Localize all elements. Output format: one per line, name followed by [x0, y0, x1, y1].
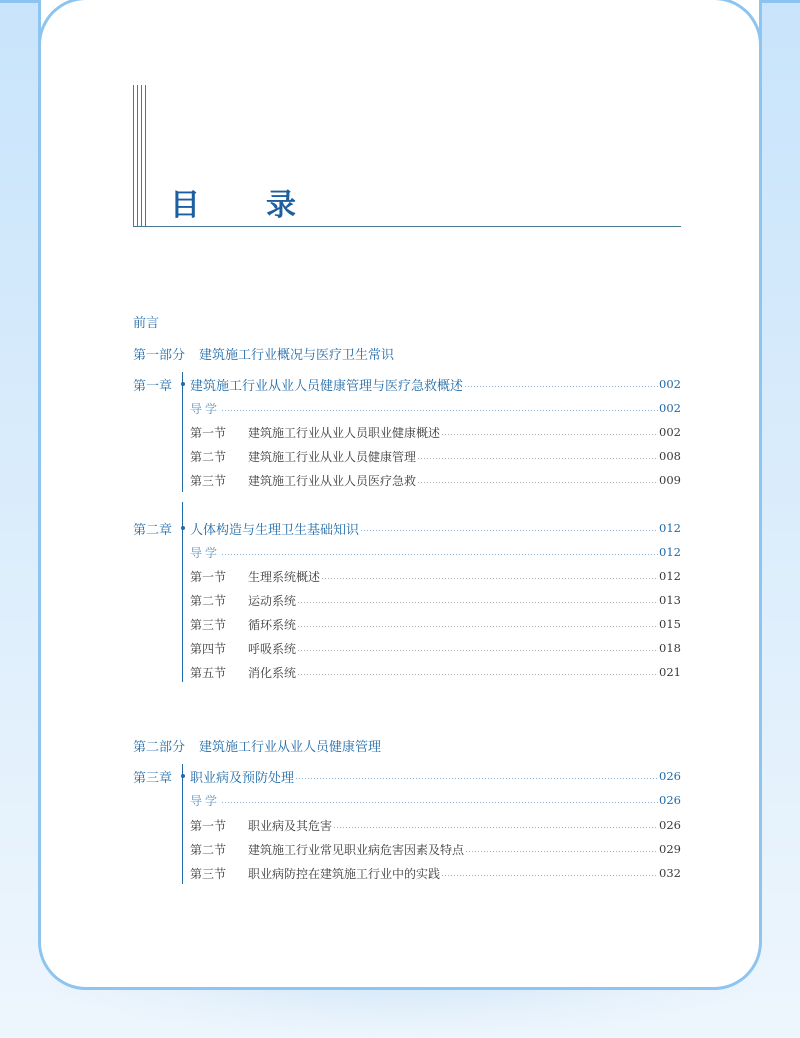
toc-section[interactable]: [190, 445, 681, 467]
toc-section[interactable]: [190, 565, 681, 587]
page-number: 013: [659, 593, 681, 607]
leader-dots: [441, 875, 658, 876]
leader-dots: [333, 827, 658, 828]
leader-dots: [221, 554, 658, 555]
toc-chapter-1[interactable]: [133, 373, 681, 395]
part-number: 第二部分: [133, 739, 186, 755]
toc-chapter-2[interactable]: [133, 517, 681, 539]
page-number: 015: [659, 617, 681, 631]
chapter-title: 建筑施工行业从业人员健康管理与医疗急救概述: [190, 378, 464, 394]
chapter-title: 人体构造与生理卫生基础知识: [190, 522, 360, 538]
leader-dots: [297, 674, 658, 675]
part-number: 第一部分: [133, 347, 186, 363]
page-number: 021: [659, 665, 681, 679]
section-number: 第一节: [190, 425, 227, 440]
leader-dots: [295, 778, 658, 779]
leader-dots: [465, 851, 658, 852]
section-number: 第一节: [190, 818, 227, 833]
toc-section[interactable]: [190, 814, 681, 836]
page-number: 018: [659, 641, 681, 655]
toc-part-2[interactable]: [133, 734, 381, 756]
page-number: 002: [659, 401, 681, 415]
page-number: 002: [659, 425, 681, 439]
chapter-title: 职业病及预防处理: [190, 770, 295, 786]
toc-part-1[interactable]: [133, 342, 394, 364]
section-title: 生理系统概述: [248, 569, 321, 584]
leader-dots: [464, 386, 658, 387]
section-title: 建筑施工行业从业人员医疗急救: [248, 473, 417, 488]
section-number: 第二节: [190, 449, 227, 464]
page-number: 012: [659, 569, 681, 583]
page-number: 026: [659, 793, 681, 807]
section-number: 第五节: [190, 665, 227, 680]
leader-dots: [221, 410, 658, 411]
toc-section[interactable]: [190, 862, 681, 884]
section-number: 第二节: [190, 842, 227, 857]
leader-dots: [321, 578, 658, 579]
section-number: 第三节: [190, 866, 227, 881]
page-number: 009: [659, 473, 681, 487]
section-title: 职业病及其危害: [248, 818, 333, 833]
chapter-number: 第一章: [133, 378, 173, 394]
toc-preface[interactable]: 前言: [133, 315, 160, 331]
toc-section[interactable]: [190, 637, 681, 659]
leader-dots: [297, 602, 658, 603]
leader-dots: [297, 650, 658, 651]
title-decor-bars: [133, 85, 147, 227]
page-number: 032: [659, 866, 681, 880]
section-title: 消化系统: [248, 665, 297, 680]
part-title: 建筑施工行业概况与医疗卫生常识: [199, 347, 395, 363]
toc-intro[interactable]: [190, 397, 681, 419]
leader-dots: [441, 434, 658, 435]
section-number: 第三节: [190, 617, 227, 632]
page-number: 008: [659, 449, 681, 463]
section-title: 呼吸系统: [248, 641, 297, 656]
section-number: 第二节: [190, 593, 227, 608]
intro-label: 导学: [190, 793, 221, 808]
toc-intro[interactable]: [190, 789, 681, 811]
page-number: 026: [659, 769, 681, 783]
toc-chapter-3[interactable]: [133, 765, 681, 787]
page-number: 026: [659, 818, 681, 832]
page-number: 002: [659, 377, 681, 391]
section-title: 运动系统: [248, 593, 297, 608]
toc-section[interactable]: [190, 421, 681, 443]
section-number: 第一节: [190, 569, 227, 584]
section-number: 第四节: [190, 641, 227, 656]
leader-dots: [360, 530, 658, 531]
toc-section[interactable]: [190, 661, 681, 683]
page-title: 目 录: [170, 188, 314, 223]
toc-section[interactable]: [190, 589, 681, 611]
title-rule: [133, 226, 681, 227]
leader-dots: [417, 458, 658, 459]
leader-dots: [221, 802, 658, 803]
section-number: 第三节: [190, 473, 227, 488]
chapter-number: 第三章: [133, 770, 173, 786]
page-number: 029: [659, 842, 681, 856]
toc-section[interactable]: [190, 469, 681, 491]
toc-intro[interactable]: [190, 541, 681, 563]
chapter-number: 第二章: [133, 522, 173, 538]
page-number: 012: [659, 545, 681, 559]
section-title: 建筑施工行业从业人员健康管理: [248, 449, 417, 464]
section-title: 建筑施工行业常见职业病危害因素及特点: [248, 842, 465, 857]
section-title: 循环系统: [248, 617, 297, 632]
leader-dots: [297, 626, 658, 627]
section-title: 建筑施工行业从业人员职业健康概述: [248, 425, 441, 440]
page-number: 012: [659, 521, 681, 535]
toc-section[interactable]: [190, 613, 681, 635]
intro-label: 导学: [190, 401, 221, 416]
part-title: 建筑施工行业从业人员健康管理: [199, 739, 382, 755]
toc-section[interactable]: [190, 838, 681, 860]
leader-dots: [417, 482, 658, 483]
section-title: 职业病防控在建筑施工行业中的实践: [248, 866, 441, 881]
intro-label: 导学: [190, 545, 221, 560]
